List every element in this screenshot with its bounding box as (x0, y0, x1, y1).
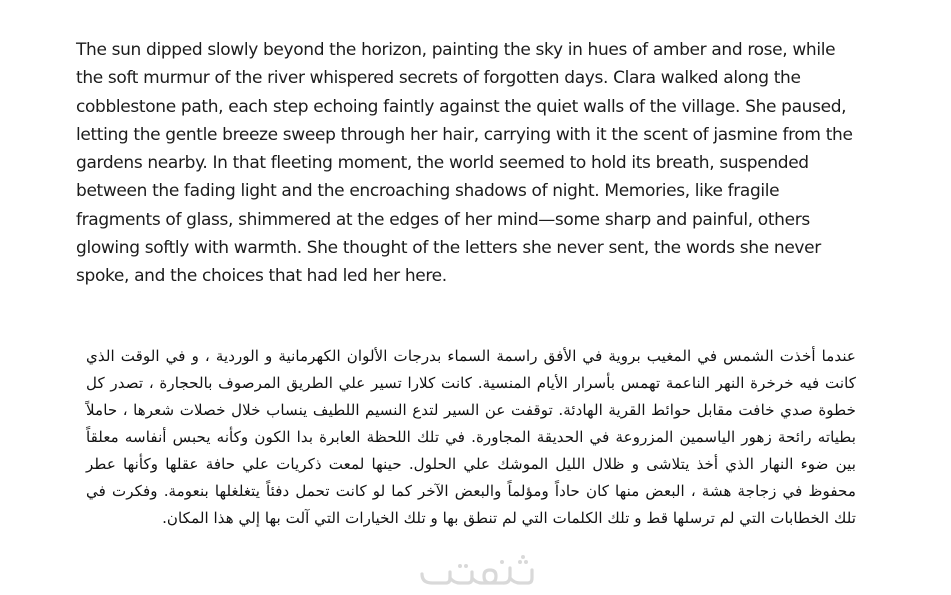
arabic-paragraph: عندما أخذت الشمس في المغيب بروية في الأفق راسمة السماء بدرجات الألوان الكهرمانية و الوردية ، و في الوقت الذي كانت فيه خرخرة النهر الناعمة تهمس بأسرار الأيام المنسية. كانت كلارا تسير علي الطريق المرصوف بالحجارة ، تصدر كل خطوة صدي خافت مقابل حوائط القرية الهادئة. توقفت عن السير لتدع النسيم اللطيف ينساب خلال خصلات شعرها ، حاملاً بطياته رائحة زهور الياسمين المزروعة في الحديقة المجاورة. في تلك اللحظة العابرة بدا الكون وكأنه يحبس أنفاسه معلقاً بين ضوء النهار الذي أخذ يتلاشى و ظلال الليل الموشك علي الحلول. حينها لمعت ذكريات علي حافة عقلها وكأنها عطر محفوظ في زجاجة هشة ، البعض منها كان حاداً ومؤلماً والبعض الآخر كما لو كانت تحمل دفئاً يتغلغلها بنعومة. وفكرت في تلك الخطابات التي لم ترسلها قط و تلك الكلمات التي لم تنطق بها و تلك الخيارات التي آلت بها إلي هذا المكان. (86, 347, 856, 527)
khamsat-logo-watermark (416, 552, 536, 588)
khamsat-logo-icon (416, 552, 536, 588)
english-paragraph: The sun dipped slowly beyond the horizon, painting the sky in hues of amber and rose, while the soft murmur of the river whispered secrets of forgotten days. Clara walked along the cobblestone path, each step echoing faintly against the quiet walls of the village. She paused, letting the gentle breeze sweep through her hair, carrying with it the scent of jasmine from the gardens nearby. In that fleeting moment, the world seemed to hold its breath, suspended between the fading light and the encroaching shadows of night. Memories, like fragile fragments of glass, shimmered at the edges of her mind—some sharp and painful, others glowing softly with warmth. She thought of the letters she never sent, the words she never spoke, and the choices that had led her here. (76, 40, 853, 287)
